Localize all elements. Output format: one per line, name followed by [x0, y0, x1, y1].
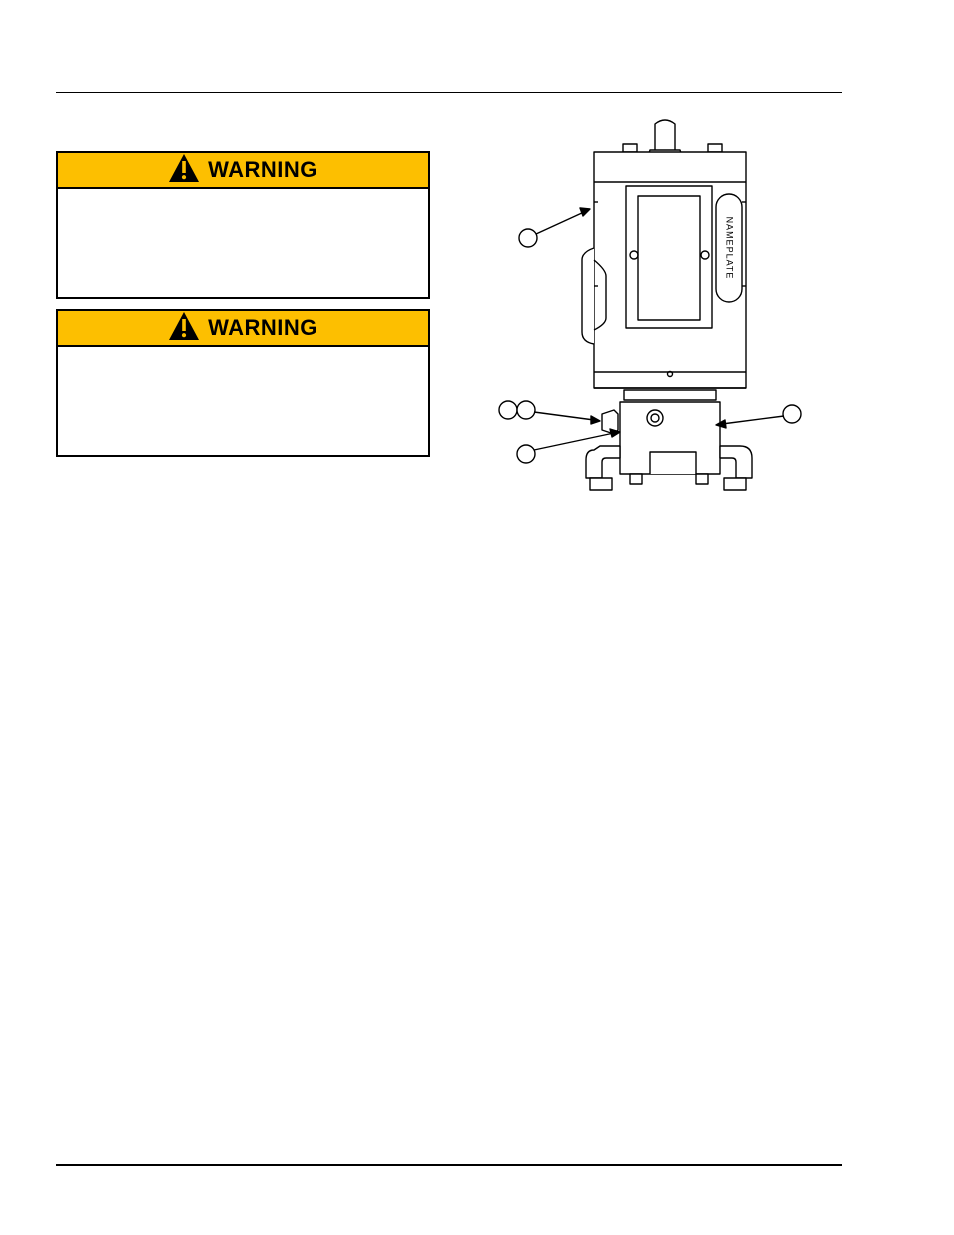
nameplate: [716, 194, 742, 302]
pump-manifold: [586, 390, 752, 490]
warning-triangle-icon: [168, 153, 200, 188]
warning-triangle-icon: [168, 311, 200, 346]
warning-body-2: [58, 347, 428, 457]
warning-label-2: WARNING: [208, 315, 318, 340]
warning-header-1: [58, 153, 428, 189]
nameplate-label: NAMEPLATE: [724, 216, 735, 280]
warning-header-2: [58, 311, 428, 347]
pump-assembly-figure: [490, 110, 810, 500]
footer-rule: [56, 1164, 842, 1166]
callout-1: [519, 208, 590, 247]
callout-2: [499, 401, 600, 424]
warning-body-1: [58, 189, 428, 299]
warning-box-2: [56, 309, 430, 457]
header-rule: [56, 92, 842, 93]
callout-4: [716, 405, 801, 428]
warning-label-1: WARNING: [208, 157, 318, 182]
warning-box-1: [56, 151, 430, 299]
